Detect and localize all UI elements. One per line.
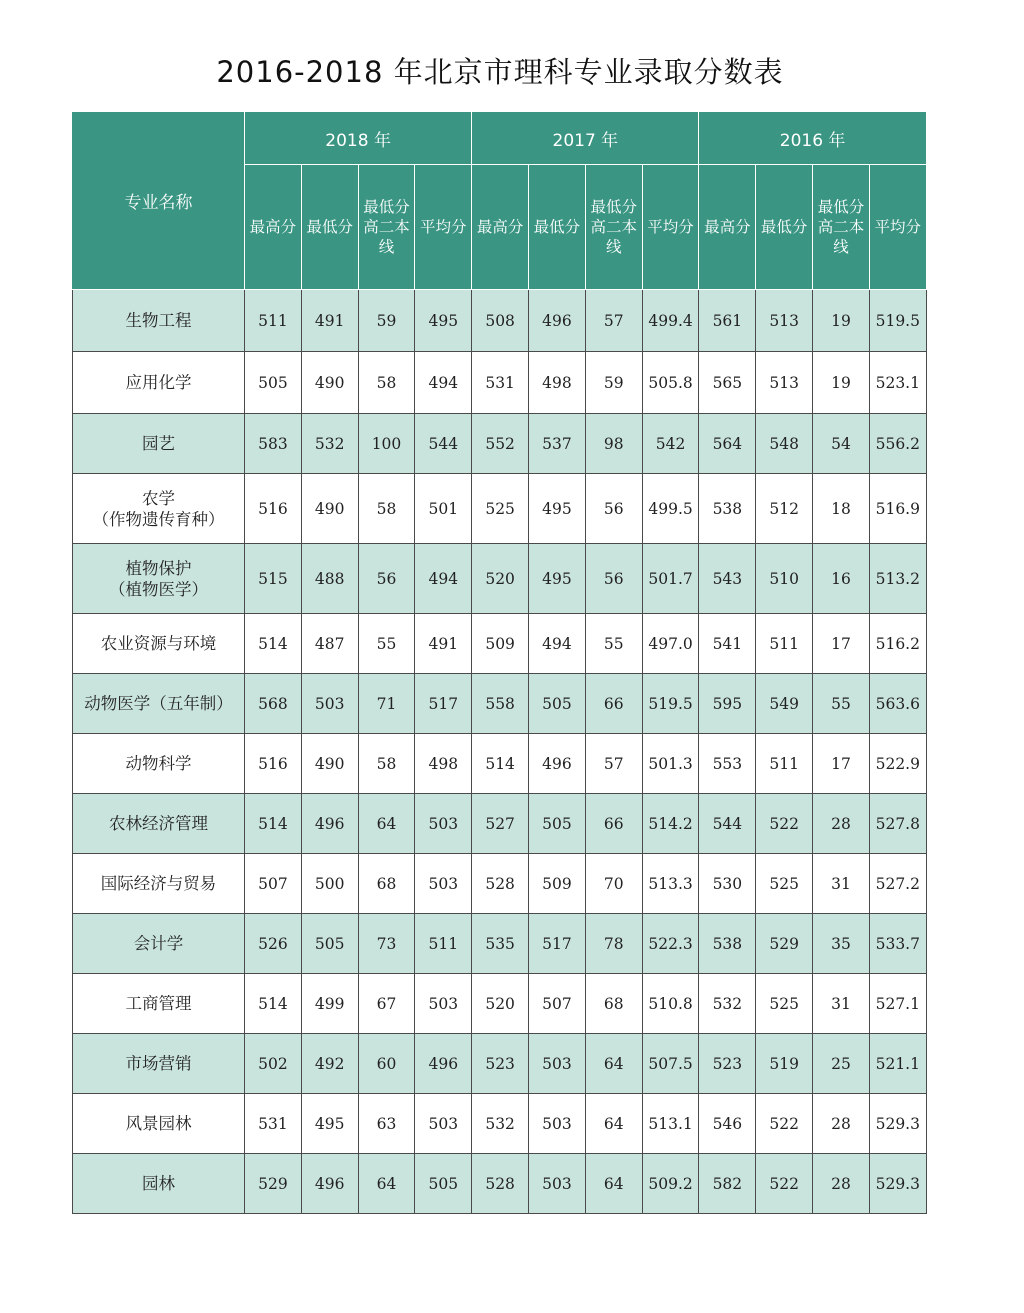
score-cell: 25 [813, 1034, 870, 1094]
table-row [73, 914, 927, 974]
score-cell: 495 [301, 1094, 358, 1154]
year-header-2016: 2016 年 [699, 112, 926, 165]
score-cell: 525 [756, 854, 813, 914]
table-row [73, 674, 927, 734]
score-cell: 527 [472, 794, 529, 854]
score-cell: 66 [585, 794, 642, 854]
wrapped-label: 最低分高二本线 [590, 198, 637, 256]
score-cell: 595 [699, 674, 756, 734]
score-cell: 58 [358, 474, 415, 544]
score-cell: 503 [529, 1094, 586, 1154]
major-name-cell: 园林 [73, 1154, 245, 1214]
score-cell: 497.0 [642, 614, 699, 674]
score-cell: 31 [813, 974, 870, 1034]
score-cell: 548 [756, 414, 813, 474]
max-score-header: 最高分 [245, 165, 302, 290]
score-cell: 496 [415, 1034, 472, 1094]
wrapped-label: 最低分高二本线 [817, 198, 865, 256]
score-cell: 501.3 [642, 734, 699, 794]
major-name-cell: 园艺 [73, 414, 245, 474]
score-cell: 520 [472, 544, 529, 614]
table-row [73, 794, 927, 854]
score-cell: 510 [756, 544, 813, 614]
score-cell: 71 [358, 674, 415, 734]
score-cell: 531 [245, 1094, 302, 1154]
score-cell: 503 [301, 674, 358, 734]
table-row [73, 854, 927, 914]
score-cell: 490 [301, 474, 358, 544]
score-cell: 508 [472, 290, 529, 352]
score-cell: 19 [813, 352, 870, 414]
score-cell: 503 [415, 1094, 472, 1154]
score-cell: 533.7 [869, 914, 926, 974]
major-name-cell: 应用化学 [73, 352, 245, 414]
major-name-cell: 国际经济与贸易 [73, 854, 245, 914]
score-cell: 527.8 [869, 794, 926, 854]
score-cell: 58 [358, 352, 415, 414]
score-cell: 552 [472, 414, 529, 474]
score-cell: 505 [415, 1154, 472, 1214]
score-cell: 526 [245, 914, 302, 974]
score-cell: 565 [699, 352, 756, 414]
score-cell: 498 [529, 352, 586, 414]
score-cell: 60 [358, 1034, 415, 1094]
score-cell: 537 [529, 414, 586, 474]
major-name-cell: 会计学 [73, 914, 245, 974]
score-cell: 491 [301, 290, 358, 352]
score-cell: 64 [585, 1154, 642, 1214]
score-cell: 514 [245, 974, 302, 1034]
score-cell: 513 [756, 290, 813, 352]
score-cell: 73 [358, 914, 415, 974]
score-cell: 507 [245, 854, 302, 914]
score-cell: 500 [301, 854, 358, 914]
year-header-2017: 2017 年 [472, 112, 699, 165]
score-cell: 546 [699, 1094, 756, 1154]
score-cell: 507.5 [642, 1034, 699, 1094]
score-cell: 503 [415, 974, 472, 1034]
score-cell: 503 [529, 1034, 586, 1094]
score-cell: 564 [699, 414, 756, 474]
table-body [73, 290, 927, 1214]
score-cell: 501 [415, 474, 472, 544]
major-name-cell: 生物工程 [73, 290, 245, 352]
score-cell: 509 [472, 614, 529, 674]
score-cell: 31 [813, 854, 870, 914]
score-cell: 503 [415, 854, 472, 914]
major-name-cell: 农学 （作物遗传育种） [73, 474, 245, 544]
score-cell: 513.3 [642, 854, 699, 914]
score-cell: 56 [585, 544, 642, 614]
score-cell: 17 [813, 614, 870, 674]
score-cell: 532 [699, 974, 756, 1034]
score-cell: 64 [585, 1094, 642, 1154]
score-cell: 55 [585, 614, 642, 674]
table-row [73, 1154, 927, 1214]
score-cell: 28 [813, 794, 870, 854]
max-score-header: 最高分 [472, 165, 529, 290]
score-cell: 568 [245, 674, 302, 734]
score-cell: 531 [472, 352, 529, 414]
score-cell: 541 [699, 614, 756, 674]
score-cell: 538 [699, 474, 756, 544]
score-cell: 532 [472, 1094, 529, 1154]
max-score-header: 最高分 [699, 165, 756, 290]
table-row [73, 544, 927, 614]
score-cell: 58 [358, 734, 415, 794]
score-cell: 494 [415, 352, 472, 414]
score-cell: 496 [301, 1154, 358, 1214]
table-row [73, 474, 927, 544]
score-cell: 513.2 [869, 544, 926, 614]
major-name-cell: 风景园林 [73, 1094, 245, 1154]
score-cell: 513 [756, 352, 813, 414]
score-cell: 503 [529, 1154, 586, 1214]
score-cell: 509 [529, 854, 586, 914]
score-cell: 514.2 [642, 794, 699, 854]
score-cell: 505 [245, 352, 302, 414]
score-cell: 522 [756, 1154, 813, 1214]
major-name-cell: 工商管理 [73, 974, 245, 1034]
score-cell: 67 [358, 974, 415, 1034]
major-name-header: 专业名称 [73, 112, 245, 290]
score-cell: 521.1 [869, 1034, 926, 1094]
score-cell: 63 [358, 1094, 415, 1154]
score-cell: 496 [529, 734, 586, 794]
score-cell: 55 [358, 614, 415, 674]
score-cell: 505 [529, 674, 586, 734]
score-cell: 18 [813, 474, 870, 544]
score-cell: 56 [358, 544, 415, 614]
score-cell: 527.1 [869, 974, 926, 1034]
table-row [73, 1034, 927, 1094]
score-cell: 54 [813, 414, 870, 474]
score-cell: 525 [472, 474, 529, 544]
score-cell: 510.8 [642, 974, 699, 1034]
min-score-header: 最低分 [756, 165, 813, 290]
score-cell: 498 [415, 734, 472, 794]
score-cell: 495 [529, 474, 586, 544]
wrapped-label: 最低分高二本线 [363, 198, 410, 256]
score-cell: 505.8 [642, 352, 699, 414]
score-cell: 492 [301, 1034, 358, 1094]
score-cell: 505 [301, 914, 358, 974]
score-cell: 517 [529, 914, 586, 974]
score-cell: 78 [585, 914, 642, 974]
score-cell: 519.5 [869, 290, 926, 352]
score-cell: 542 [642, 414, 699, 474]
score-cell: 514 [245, 794, 302, 854]
score-cell: 494 [529, 614, 586, 674]
score-cell: 511 [756, 734, 813, 794]
min-above-line-header [585, 165, 642, 290]
score-cell: 511 [245, 290, 302, 352]
score-cell: 529.3 [869, 1154, 926, 1214]
score-cell: 16 [813, 544, 870, 614]
avg-score-header: 平均分 [869, 165, 926, 290]
score-cell: 517 [415, 674, 472, 734]
score-cell: 544 [699, 794, 756, 854]
score-cell: 516.9 [869, 474, 926, 544]
score-cell: 28 [813, 1094, 870, 1154]
score-cell: 582 [699, 1154, 756, 1214]
major-name-cell: 农林经济管理 [73, 794, 245, 854]
avg-score-header: 平均分 [642, 165, 699, 290]
score-cell: 68 [358, 854, 415, 914]
score-cell: 523 [699, 1034, 756, 1094]
score-cell: 100 [358, 414, 415, 474]
score-cell: 501.7 [642, 544, 699, 614]
table-row [73, 352, 927, 414]
score-cell: 515 [245, 544, 302, 614]
score-cell: 563.6 [869, 674, 926, 734]
score-cell: 64 [358, 794, 415, 854]
page-title: 2016-2018 年北京市理科专业录取分数表 [216, 55, 784, 89]
score-cell: 529 [756, 914, 813, 974]
score-cell: 507 [529, 974, 586, 1034]
score-cell: 519 [756, 1034, 813, 1094]
score-cell: 56 [585, 474, 642, 544]
score-cell: 558 [472, 674, 529, 734]
score-cell: 528 [472, 854, 529, 914]
avg-score-header: 平均分 [415, 165, 472, 290]
score-cell: 528 [472, 1154, 529, 1214]
score-cell: 98 [585, 414, 642, 474]
score-cell: 561 [699, 290, 756, 352]
major-name-cell: 动物医学（五年制） [73, 674, 245, 734]
major-name-cell: 农业资源与环境 [73, 614, 245, 674]
score-cell: 535 [472, 914, 529, 974]
table-row [73, 734, 927, 794]
major-name-cell: 市场营销 [73, 1034, 245, 1094]
year-header-2018: 2018 年 [245, 112, 472, 165]
score-cell: 70 [585, 854, 642, 914]
score-cell: 511 [756, 614, 813, 674]
score-cell: 490 [301, 734, 358, 794]
table-header [73, 112, 927, 290]
score-cell: 503 [415, 794, 472, 854]
score-cell: 543 [699, 544, 756, 614]
score-cell: 532 [301, 414, 358, 474]
score-cell: 512 [756, 474, 813, 544]
score-cell: 523 [472, 1034, 529, 1094]
score-cell: 59 [585, 352, 642, 414]
score-cell: 513.1 [642, 1094, 699, 1154]
score-cell: 57 [585, 290, 642, 352]
score-cell: 544 [415, 414, 472, 474]
score-cell: 527.2 [869, 854, 926, 914]
min-score-header: 最低分 [529, 165, 586, 290]
admission-scores-table [72, 111, 927, 1214]
score-cell: 35 [813, 914, 870, 974]
score-cell: 68 [585, 974, 642, 1034]
score-cell: 553 [699, 734, 756, 794]
min-score-header: 最低分 [301, 165, 358, 290]
min-above-line-header [813, 165, 870, 290]
table-row [73, 290, 927, 352]
score-cell: 522.3 [642, 914, 699, 974]
score-cell: 495 [529, 544, 586, 614]
score-cell: 491 [415, 614, 472, 674]
score-cell: 499.4 [642, 290, 699, 352]
score-cell: 522 [756, 1094, 813, 1154]
score-cell: 499 [301, 974, 358, 1034]
score-cell: 28 [813, 1154, 870, 1214]
major-name-cell: 动物科学 [73, 734, 245, 794]
score-cell: 64 [585, 1034, 642, 1094]
score-cell: 499.5 [642, 474, 699, 544]
score-cell: 66 [585, 674, 642, 734]
score-cell: 494 [415, 544, 472, 614]
score-cell: 17 [813, 734, 870, 794]
score-cell: 502 [245, 1034, 302, 1094]
score-cell: 55 [813, 674, 870, 734]
score-cell: 519.5 [642, 674, 699, 734]
score-cell: 505 [529, 794, 586, 854]
score-cell: 549 [756, 674, 813, 734]
score-cell: 529.3 [869, 1094, 926, 1154]
score-cell: 495 [415, 290, 472, 352]
table-row [73, 414, 927, 474]
score-cell: 496 [529, 290, 586, 352]
score-cell: 556.2 [869, 414, 926, 474]
score-cell: 59 [358, 290, 415, 352]
score-cell: 538 [699, 914, 756, 974]
score-cell: 509.2 [642, 1154, 699, 1214]
score-cell: 514 [472, 734, 529, 794]
score-cell: 496 [301, 794, 358, 854]
score-cell: 514 [245, 614, 302, 674]
score-cell: 523.1 [869, 352, 926, 414]
score-cell: 529 [245, 1154, 302, 1214]
score-cell: 530 [699, 854, 756, 914]
score-cell: 19 [813, 290, 870, 352]
min-above-line-header [358, 165, 415, 290]
score-cell: 522 [756, 794, 813, 854]
score-cell: 583 [245, 414, 302, 474]
score-cell: 487 [301, 614, 358, 674]
score-cell: 525 [756, 974, 813, 1034]
score-cell: 516 [245, 474, 302, 544]
score-cell: 57 [585, 734, 642, 794]
score-cell: 520 [472, 974, 529, 1034]
major-name-cell: 植物保护 （植物医学） [73, 544, 245, 614]
score-cell: 488 [301, 544, 358, 614]
score-cell: 511 [415, 914, 472, 974]
score-cell: 522.9 [869, 734, 926, 794]
table-row [73, 974, 927, 1034]
table-row [73, 1094, 927, 1154]
table-row [73, 614, 927, 674]
score-cell: 64 [358, 1154, 415, 1214]
score-cell: 490 [301, 352, 358, 414]
score-cell: 516.2 [869, 614, 926, 674]
score-cell: 516 [245, 734, 302, 794]
